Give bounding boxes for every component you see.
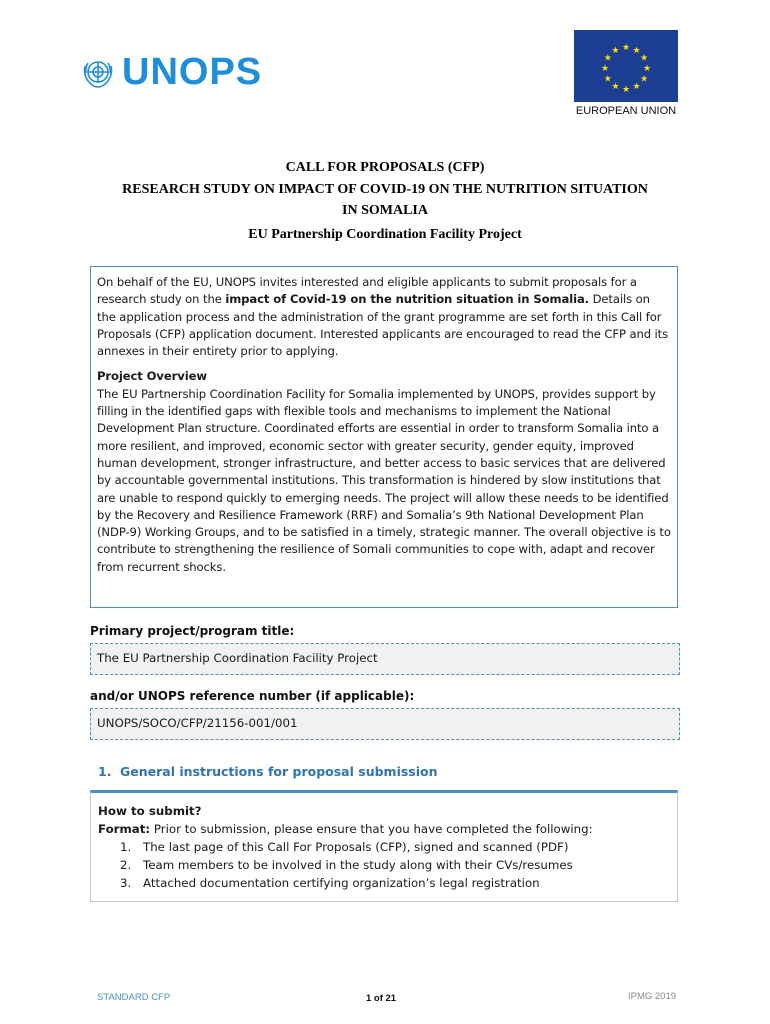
page-number: 1 of 21 [366,993,397,1004]
project-overview-text: The EU Partnership Coordination Facility for Somalia implemented by UNOPS, provides support by filling in the identified gaps with flexible tools and mechanisms to implement the National Development Plan structure. Coordinated efforts are essential in order to transform Somalia into a more resilient, and improved, economic sector with greater security, gender equity, improved human development, stronger infrastructure, and better access to basic services that are delivered by accountable governmental institutions. This transformation is hindered by slow institutions that are unable to respond quickly to emerging needs. The project will allow these needs to be identified by the Recovery and Resilience Framework (RRF) and Somalia’s 9th National Development Plan (NDP-9) Working Groups, and to be satisfied in a timely, strategic manner. The overall objective is to contribute to strengthening the resilience of Somali communities to cope with, adapt and recover from recurrent shocks. [97,386,671,574]
svg-text:★: ★ [640,53,649,64]
svg-text:★: ★ [642,64,652,74]
format-line [98,820,670,838]
primary-title-field[interactable]: The EU Partnership Coordination Facility Project [90,643,680,675]
eu-flag [574,30,678,102]
footer-left: STANDARD CFP [97,992,171,1003]
list-item: 2. Team members to be involved in the study along with their CVs/resumes [120,858,573,872]
svg-text:★: ★ [603,53,612,64]
svg-text:★: ★ [632,45,641,56]
project-name: EU Partnership Coordination Facility Project [248,226,522,242]
eu-caption: EUROPEAN UNION [575,105,677,117]
requirements-list [98,838,670,892]
document-title [60,157,710,245]
unops-wordmark: UNOPS [122,51,263,93]
reference-number-field[interactable]: UNOPS/SOCO/CFP/21156-001/001 [90,708,680,740]
svg-text:★: ★ [611,82,620,93]
unops-logo [80,52,262,92]
svg-text:★: ★ [600,64,610,74]
intro-paragraph: On behalf of the EU, UNOPS invites interested and eligible applicants to submit proposals for a research study on the impact of Covid-19 on the nutrition situation in Somalia. Details on the application process and the administration of the grant programme are set forth in this Call for Proposals (CFP) application document. Interested applicants are encouraged to read the CFP and its annexes in their entirety prior to applying. [97,275,669,359]
primary-title-label: Primary project/program title: [90,624,295,638]
intro-emphasis: impact of Covid-19 on the nutrition situation in Somalia. [225,292,589,307]
section-title: General instructions for proposal submission [120,764,438,779]
svg-text:★: ★ [621,85,631,95]
list-item: 1. The last page of this Call For Proposals (CFP), signed and scanned (PDF) [120,840,569,854]
list-item: 3. Attached documentation certifying organization’s legal registration [120,876,540,890]
section-number: 1. [98,764,112,779]
intro-box [90,266,678,608]
svg-text:★: ★ [640,74,649,85]
reference-number-label: and/or UNOPS reference number (if applicable): [90,689,415,703]
title-line-2: RESEARCH STUDY ON IMPACT OF COVID-19 ON THE NUTRITION SITUATION [122,181,648,197]
title-line-1: CALL FOR PROPOSALS (CFP) [285,160,485,175]
title-line-3: IN SOMALIA [342,203,428,218]
how-to-submit-box [90,790,678,902]
svg-text:★: ★ [632,82,641,93]
format-label: Format: [98,822,151,836]
project-overview-heading: Project Overview [97,369,207,384]
footer-right: IPMG 2019 [628,991,677,1002]
section-1-heading [98,764,438,779]
eu-stars-icon [574,30,678,102]
svg-text:★: ★ [603,74,612,85]
svg-text:★: ★ [611,45,620,56]
format-text: Prior to submission, please ensure that you have completed the following: [150,822,593,836]
un-emblem-icon [80,54,116,90]
svg-text:★: ★ [621,43,631,53]
how-to-submit-heading: How to submit? [98,804,202,818]
